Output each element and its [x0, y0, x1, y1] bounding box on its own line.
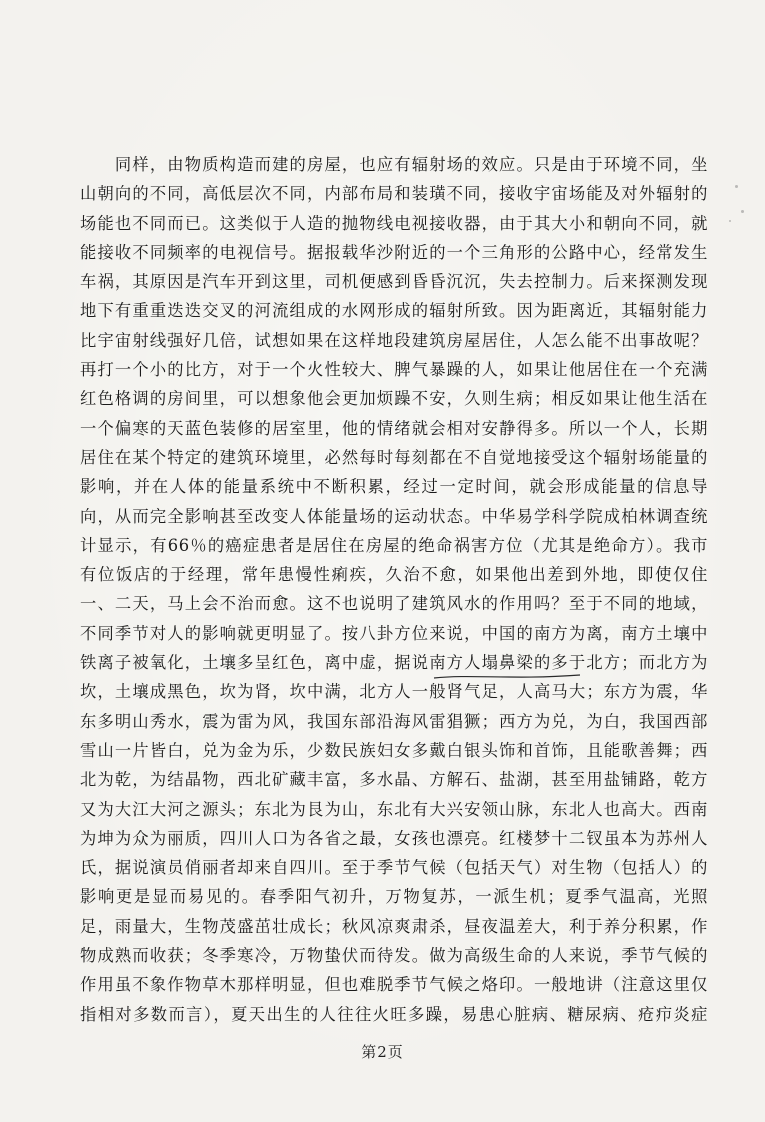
scan-speck	[735, 185, 738, 188]
text-line: 山朝向的不同，高低层次不同，内部布局和装璜不同，接收宇宙场能及对外辐射的	[80, 184, 708, 204]
text-line: 一个偏寒的天蓝色装修的居室里，他的情绪就会相对安静得多。所以一个人，长期	[80, 418, 708, 438]
text-line: 同样，由物质构造而建的房屋，也应有辐射场的效应。只是由于环境不同，坐	[80, 155, 708, 174]
text-line: 场能也不同而已。这类似于人造的抛物线电视接收器，由于其大小和朝向不同，就	[80, 213, 708, 233]
text-line: 地下有重重迭迭交叉的河流组成的水网形成的辐射所致。因为距离近，其辐射能力	[80, 301, 708, 321]
text-line: 一、二天，马上会不治而愈。这不也说明了建筑风水的作用吗？至于不同的地域，	[80, 594, 708, 614]
text-line: 又为大江大河之源头；东北为艮为山，东北有大兴安领山脉，东北人也高大。西南	[80, 799, 708, 819]
scan-speck	[729, 220, 731, 222]
text-line: 向，从而完全影响甚至改变人体能量场的运动状态。中华易学科学院成柏林调查统	[80, 506, 708, 526]
text-line: 雪山一片皆白，兑为金为乐，少数民族妇女多戴白银头饰和首饰，且能歌善舞；西	[80, 740, 708, 760]
text-line: 再打一个小的比方，对于一个火性较大、脾气暴躁的人，如果让他居住在一个充满	[80, 360, 708, 380]
text-line: 有位饭店的于经理，常年患慢性痢疾，久治不愈，如果他出差到外地，即使仅住	[80, 565, 708, 585]
text-line: 不同季节对人的影响就更明显了。按八卦方位来说，中国的南方为离，南方土壤中	[80, 623, 708, 643]
text-line: 比宇宙射线强好几倍，试想如果在这样地段建筑房屋居住，人怎么能不出事故呢？	[80, 330, 708, 350]
body-text	[80, 150, 708, 1029]
handwritten-underline-mark	[432, 671, 582, 681]
text-line: 氏，据说演员俏丽者却来自四川。至于季节气候（包括天气）对生物（包括人）的	[80, 858, 708, 878]
text-line: 影响更是显而易见的。春季阳气初升，万物复苏，一派生机；夏季气温高，光照	[80, 887, 708, 907]
page-number: 第2页	[361, 1043, 404, 1061]
text-line: 足，雨量大，生物茂盛茁壮成长；秋风凉爽肃杀，昼夜温差大，利于养分积累，作	[80, 916, 708, 936]
text-line: 东多明山秀水，震为雷为风，我国东部沿海风雷猖獗；西方为兑，为白，我国西部	[80, 711, 708, 731]
text-line: 铁离子被氧化，土壤多呈红色，离中虚，据说南方人塌鼻梁的多于北方；而北方为	[80, 653, 708, 673]
text-line: 影响，并在人体的能量系统中不断积累，经过一定时间，就会形成能量的信息导	[80, 477, 708, 497]
scan-speck	[741, 210, 744, 213]
text-line: 北为乾，为结晶物，西北矿藏丰富，多水晶、方解石、盐湖，甚至用盐铺路，乾方	[80, 770, 708, 790]
text-line: 能接收不同频率的电视信号。据报载华沙附近的一个三角形的公路中心，经常发生	[80, 242, 708, 262]
text-line: 指相对多数而言），夏天出生的人往往火旺多躁，易患心脏病、糖尿病、疮疖炎症	[80, 1004, 708, 1024]
text-line: 车祸，其原因是汽车开到这里，司机便感到昏昏沉沉，失去控制力。后来探测发现	[80, 272, 708, 292]
text-line: 物成熟而收获；冬季寒冷，万物蛰伏而待发。做为高级生命的人来说，季节气候的	[80, 946, 708, 966]
text-line: 坎，土壤成黑色，坎为肾，坎中满，北方人一般肾气足，人高马大；东方为震，华	[80, 682, 708, 702]
text-line: 居住在某个特定的建筑环境里，必然每时每刻都在不自觉地接受这个辐射场能量的	[80, 447, 708, 467]
text-line: 作用虽不象作物草木那样明显，但也难脱季节气候之烙印。一般地讲（注意这里仅	[80, 975, 708, 995]
text-line: 为坤为众为丽质，四川人口为各省之最，女孩也漂亮。红楼梦十二钗虽本为苏州人	[80, 828, 708, 848]
text-line: 计显示，有66％的癌症患者是居住在房屋的绝命祸害方位（尤其是绝命方）。我市	[80, 535, 708, 555]
text-line: 红色格调的房间里，可以想象他会更加烦躁不安，久则生病；相反如果让他生活在	[80, 389, 708, 409]
